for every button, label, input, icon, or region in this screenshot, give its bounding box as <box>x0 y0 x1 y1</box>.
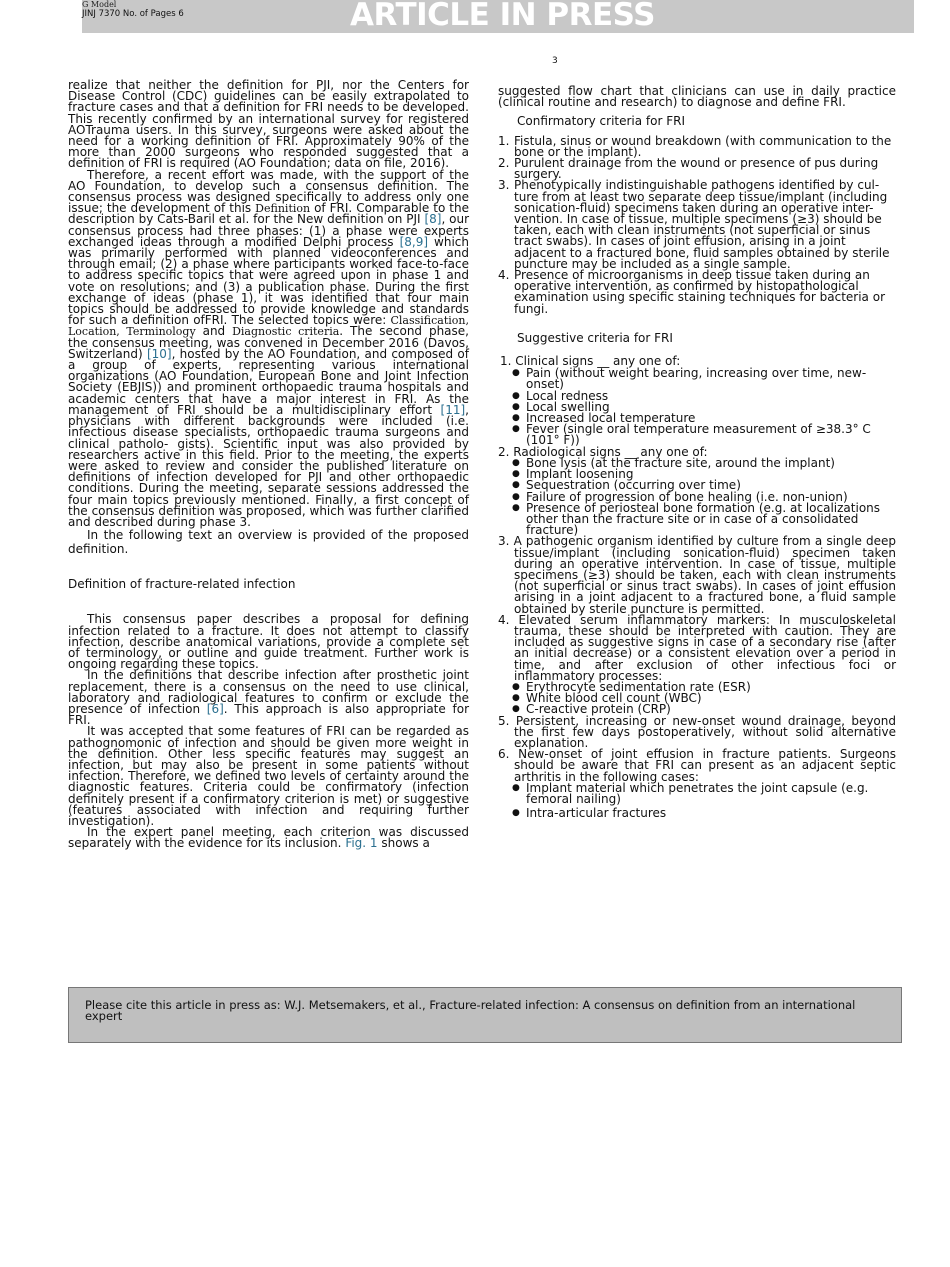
citation-box <box>68 987 902 1043</box>
list-item: 2. Purulent drainage from the wound or presence of pus during surgery. <box>498 156 879 182</box>
journal-info: JINJ 7370 No. of Pages 6 <box>82 9 184 19</box>
list-item: ● Failure of progression of bone healing (i.e. non-union) <box>512 492 896 503</box>
left-column <box>68 80 469 850</box>
paragraph: It was accepted that some features of FRI can be regarded as pathognomonic of infection and should be given more weight in the definition. Other less specific features may suggest an infection, but may also be present in some patients without infection. Therefore, we defined two levels of certainty around the diagnostic features. Criteria could be confirmatory (infection definitely present if a confirmatory criterion is met) or suggestive (features associated with infection and requiring further investigation). <box>68 724 469 828</box>
banner-text: ARTICLE IN PRESS <box>350 0 655 33</box>
paragraph: In the following text an overview is provided of the proposed definition. <box>68 528 469 557</box>
section-heading: Definition of fracture-related infection <box>68 577 296 592</box>
criterion: 4. Elevated serum inflammatory markers: In musculoskeletal trauma, these should be interpreted with caution. They are included as suggestive signs in case of a secondary rise (after an initial decrease) or a consistent elevation over a period in time, and after exclusion of other infectious foci or inflammatory processes: <box>498 612 896 683</box>
criterion: 5. Persistent, increasing or new-onset wound drainage, beyond the first few days postoperatively, without solid alternative explanation. <box>498 713 896 750</box>
list-item: 1. Fistula, sinus or wound breakdown (with communication to the bone or the implant). <box>498 133 892 159</box>
inflammatory-markers-list <box>498 679 896 717</box>
g-model-label: G Model <box>82 0 117 9</box>
list-item: ● Erythrocyte sedimentation rate (ESR) <box>512 682 896 693</box>
citation-link[interactable]: [8,9] <box>399 234 429 249</box>
radiological-signs-list <box>498 455 896 538</box>
citation-link[interactable]: [11] <box>440 402 466 417</box>
criterion: 3. A pathogenic organism identified by culture from a single deep tissue/implant (including sonication-fluid) specimen taken during an operative intervention. In case of tissue, multiple specimens (≥3) should be taken, each with clean instruments (not superficial or sinus tract swabs). In cases of joint effusion arising in a joint adjacent to a fractured bone, a fluid sample obtained by sterile puncture is permitted. <box>498 534 896 616</box>
list-item: ● Local swelling <box>512 402 896 413</box>
list-item: ● Increased local temperature <box>512 413 896 424</box>
criterion: 1. Clinical signs __ any one of: <box>500 354 681 369</box>
figure-link[interactable]: Fig. 1 <box>345 836 378 851</box>
citation-link[interactable]: [8] <box>424 212 442 227</box>
list-item: ● Local redness <box>512 391 896 402</box>
paragraph: suggested flow chart that clinicians can use in daily practice (clinical routine and research) to diagnose and define FRI. <box>498 84 896 110</box>
clinical-signs-list <box>498 368 896 446</box>
list-item: ● C-reactive protein (CRP) <box>512 704 896 715</box>
list-item: ● Implant loosening <box>512 469 896 480</box>
paragraph: Therefore, a recent effort was made, with the support of the AO Foundation, to develop such a consensus definition. The consensus process was designed specifically to address only one issue; the development of this Definition of FRI. Comparable to the description by Cats-Baril et al. for the New definition on PJI [8], our consensus process had three phases: (1) a phase were experts exchanged ideas through a modified Delphi process [8,9] which was primarily performed with planned videoconferences and through email; (2) a phase where participants worked face-to-face to address specific topics that were agreed upon in phase 1 and vote on resolutions; and (3) a publication phase. During the first exchange of ideas (phase 1), it was identified that four main topics should be addressed to provide knowledge and standards for such a definition ofFRI. The selected topics were: Classification, Location, Terminology and Diagnostic criteria. The second phase, the consensus meeting, was convened in December 2016 (Davos, Switzerland) [10], hosted by the AO Foundation, and composed of a group of experts, representing various international organizations (AO Foundation, European Bone and Joint Infection Society (EBJIS)) and prominent orthopaedic trauma hospitals and academic centers that have a major interest in FRI. As the management of FRI should be a multidisciplinary effort [11], physicians with different backgrounds were included (i.e. infectious disease specialists, orthopaedic trauma surgeons and clinical patholo- gists). Scientific input was also provided by researchers active in this field. Prior to the meeting, the experts were asked to review and consider the published literature on definitions of infection developed for PJI and other orthopaedic conditions. During the meeting, separate sessions addressed the four main topics previously mentioned. Finally, a first concept of the consensus definition was proposed, which was further clarified and described during phase 3. <box>68 167 469 529</box>
paragraph: realize that neither the definition for PJI, nor the Centers for Disease Control (CDC) guidelines can be easily extrapolated to fracture cases and that a definition for FRI needs to be developed. This recently confirmed by an international survey for registered AOTrauma users. In this survey, surgeons were asked about the need for a working definition of FRI. Approximately 90% of the more than 2000 surgeons who responded suggested that a definition of FRI is required (AO Foundation; data on file, 2016). <box>68 78 469 171</box>
page-number: 3 <box>552 56 558 66</box>
confirmatory-list <box>498 133 896 316</box>
citation-link[interactable]: [6] <box>206 701 224 716</box>
joint-cases-list <box>498 780 896 821</box>
suggestive-heading: Suggestive criteria for FRI <box>517 330 673 345</box>
citation-link[interactable]: [10] <box>146 346 172 361</box>
list-item: ● Implant material which penetrates the joint capsule (e.g. femoral nailing) <box>512 783 896 805</box>
list-item: ● Bone lysis (at the fracture site, around the implant) <box>512 458 896 469</box>
list-item: ● Sequestration (occurring over time) <box>512 480 896 491</box>
list-item: ● Fever (single oral temperature measurement of ≥38.3° C (101° F)) <box>512 424 896 446</box>
list-item: ● Pain (without weight bearing, increasing over time, new- onset) <box>512 368 896 390</box>
list-item: ● Presence of periosteal bone formation (e.g. at localizations other than the fracture site or in case of a consolidated fracture) <box>512 503 896 537</box>
list-item: ● White blood cell count (WBC) <box>512 693 896 704</box>
paragraph: In the definitions that describe infection after prosthetic joint replacement, there is a consensus on the need to use clinical, laboratory and radiological features to confirm or exclude the presence of infection [6]. This approach is also appropriate for FRI. <box>68 668 469 728</box>
citation-text: Please cite this article in press as: W.J. Metsemakers, et al., Fracture-related infection: A consensus on definition from an international expert <box>85 998 856 1023</box>
confirmatory-heading: Confirmatory criteria for FRI <box>517 114 686 129</box>
diagnostic-term: Diagnostic criteria <box>232 325 340 339</box>
criterion: 2. Radiological signs __ any one of: <box>498 444 708 459</box>
right-column <box>498 86 896 819</box>
criterion: 6. New-onset of joint effusion in fracture patients. Surgeons should be aware that FRI can present as an adjacent septic arthritis in the following cases: <box>498 747 896 784</box>
list-item: 3. Phenotypically indistinguishable pathogens identified by cul- ture from at least two separate deep tissue/implant (including sonication-fluid) specimens taken during an operative inter- vention. In case of tissue, multiple specimens (≥3) should be taken, each with clean instruments (not superficial or sinus tract swabs). In cases of joint effusion, arising in a joint adjacent to a fractured bone, fluid samples obtained by sterile puncture may be included as a single sample. <box>498 178 890 271</box>
paragraph: This consensus paper describes a proposal for defining infection related to a fracture. It does not attempt to classify infection, describe anatomical variations, provide a complete set of terminology, or outline and guide treatment. Further work is ongoing regarding these topics. <box>68 612 469 672</box>
topics-term: Classification, Location, Terminology <box>68 314 469 339</box>
list-item: 4. Presence of microorganisms in deep tissue taken during an operative intervention, as confirmed by histopathological examination using specific staining techniques for bacteria or fungi. <box>498 268 885 316</box>
list-item: ● Intra-articular fractures <box>512 808 896 819</box>
paragraph: In the expert panel meeting, each criterion was discussed separately with the evidence for its inclusion. Fig. 1 shows a <box>68 825 469 851</box>
definition-term: Definition <box>255 202 311 216</box>
